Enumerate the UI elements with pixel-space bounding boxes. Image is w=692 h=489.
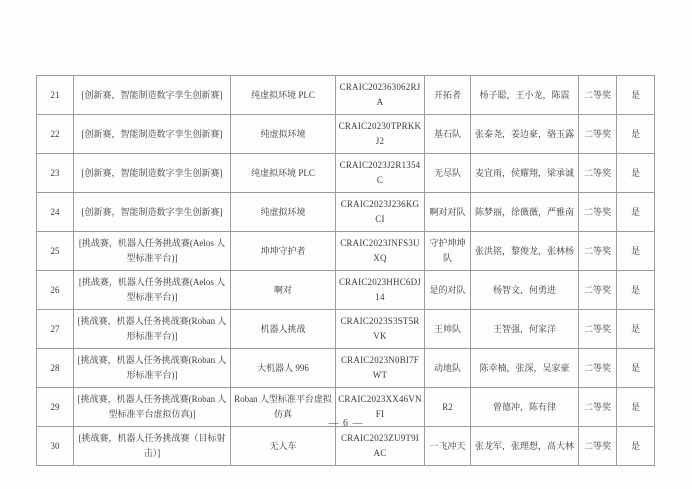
competition-category-cell: [创新赛，智能制造数字孪生创新赛] (74, 76, 231, 115)
competition-category-cell: [创新赛，智能制造数字孪生创新赛] (74, 115, 231, 154)
award-level-cell: 二等奖 (579, 193, 617, 232)
entry-code-cell: CRAIC202363062RJA (336, 76, 425, 115)
team-name-cell: R2 (425, 388, 471, 427)
team-name-cell: 守护坤坤队 (425, 232, 471, 271)
entry-code-cell: CRAIC2023J236KGCI (336, 193, 425, 232)
confirmation-cell: 是 (617, 349, 655, 388)
entry-code-cell: CRAIC2023ZU9T9IAC (336, 427, 425, 466)
entry-code-cell: CRAIC20230TPRKKJ2 (336, 115, 425, 154)
team-members-cell: 陈梦丽，徐薇薇，严雅南 (471, 193, 579, 232)
row-number-cell: 22 (37, 115, 74, 154)
entry-code-cell: CRAIC2023HHC6DJ14 (336, 271, 425, 310)
row-number-cell: 21 (37, 76, 74, 115)
team-name-cell: 动地队 (425, 349, 471, 388)
table-row (37, 76, 655, 115)
confirmation-cell: 是 (617, 193, 655, 232)
project-name-cell: 纯虚拟环境 PLC (231, 154, 336, 193)
confirmation-cell: 是 (617, 76, 655, 115)
confirmation-cell: 是 (617, 427, 655, 466)
project-name-cell: 纯虚拟环境 (231, 115, 336, 154)
table-body (37, 76, 655, 466)
competition-category-cell: [挑战赛，机器人任务挑战赛(Aelos 人型标准平台)] (74, 232, 231, 271)
awards-results-table (36, 75, 655, 466)
entry-code-cell: CRAIC2023J2R1354C (336, 154, 425, 193)
team-name-cell: 是的对队 (425, 271, 471, 310)
team-name-cell: 啊对对队 (425, 193, 471, 232)
award-level-cell: 二等奖 (579, 349, 617, 388)
award-level-cell: 二等奖 (579, 154, 617, 193)
competition-category-cell: [挑战赛，机器人任务挑战赛（目标射击）] (74, 427, 231, 466)
confirmation-cell: 是 (617, 388, 655, 427)
project-name-cell: Roban 人型标准平台虚拟仿真 (231, 388, 336, 427)
team-name-cell: 王帅队 (425, 310, 471, 349)
row-number-cell: 26 (37, 271, 74, 310)
competition-category-cell: [挑战赛，机器人任务挑战赛(Roban 人形标准平台)] (74, 349, 231, 388)
row-number-cell: 23 (37, 154, 74, 193)
team-members-cell: 杨智文，何勇进 (471, 271, 579, 310)
entry-code-cell: CRAIC2023XX46VNFI (336, 388, 425, 427)
award-level-cell: 二等奖 (579, 271, 617, 310)
table-row (37, 154, 655, 193)
team-name-cell: 一飞冲天 (425, 427, 471, 466)
award-level-cell: 二等奖 (579, 115, 617, 154)
row-number-cell: 24 (37, 193, 74, 232)
team-members-cell: 曾德冲，陈有律 (471, 388, 579, 427)
entry-code-cell: CRAIC2023N0BI7FWT (336, 349, 425, 388)
entry-code-cell: CRAIC2023S3ST5RVK (336, 310, 425, 349)
award-level-cell: 二等奖 (579, 232, 617, 271)
project-name-cell: 纯虚拟环境 (231, 193, 336, 232)
award-level-cell: 二等奖 (579, 76, 617, 115)
entry-code-cell: CRAIC2023JNFS3UXQ (336, 232, 425, 271)
project-name-cell: 大机器人 996 (231, 349, 336, 388)
row-number-cell: 29 (37, 388, 74, 427)
award-level-cell: 二等奖 (579, 427, 617, 466)
competition-category-cell: [挑战赛，机器人任务挑战赛(Roban 人形标准平台)] (74, 310, 231, 349)
confirmation-cell: 是 (617, 154, 655, 193)
team-members-cell: 张龙军，张理想，高大林 (471, 427, 579, 466)
row-number-cell: 27 (37, 310, 74, 349)
confirmation-cell: 是 (617, 310, 655, 349)
team-name-cell: 基石队 (425, 115, 471, 154)
table-row (37, 271, 655, 310)
project-name-cell: 无人车 (231, 427, 336, 466)
row-number-cell: 28 (37, 349, 74, 388)
table-row (37, 349, 655, 388)
project-name-cell: 机器人挑战 (231, 310, 336, 349)
confirmation-cell: 是 (617, 271, 655, 310)
confirmation-cell: 是 (617, 232, 655, 271)
team-members-cell: 张洪铭，黎俊龙，张林杨 (471, 232, 579, 271)
row-number-cell: 30 (37, 427, 74, 466)
competition-category-cell: [创新赛，智能制造数字孪生创新赛] (74, 154, 231, 193)
team-members-cell: 王智强，何家洋 (471, 310, 579, 349)
confirmation-cell: 是 (617, 115, 655, 154)
team-members-cell: 陈幸楠，张深，吴家豪 (471, 349, 579, 388)
award-level-cell: 二等奖 (579, 310, 617, 349)
table-row (37, 427, 655, 466)
project-name-cell: 坤坤守护者 (231, 232, 336, 271)
project-name-cell: 纯虚拟环境 PLC (231, 76, 336, 115)
project-name-cell: 啊对 (231, 271, 336, 310)
competition-category-cell: [挑战赛，机器人任务挑战赛(Roban 人型标准平台虚拟仿真)] (74, 388, 231, 427)
team-members-cell: 张泰尧，姜边豪，骆玉露 (471, 115, 579, 154)
table-row (37, 193, 655, 232)
team-name-cell: 开拓者 (425, 76, 471, 115)
row-number-cell: 25 (37, 232, 74, 271)
award-level-cell: 二等奖 (579, 388, 617, 427)
competition-category-cell: [挑战赛，机器人任务挑战赛(Aelos 人型标准平台)] (74, 271, 231, 310)
table-row (37, 310, 655, 349)
team-members-cell: 杨子聪，王小龙，陈震 (471, 76, 579, 115)
table-row (37, 232, 655, 271)
team-members-cell: 麦宜雨，侯耀翔，梁承诚 (471, 154, 579, 193)
table-row (37, 115, 655, 154)
competition-category-cell: [创新赛，智能制造数字孪生创新赛] (74, 193, 231, 232)
page-number: — 6 — (328, 418, 364, 429)
team-name-cell: 无尽队 (425, 154, 471, 193)
